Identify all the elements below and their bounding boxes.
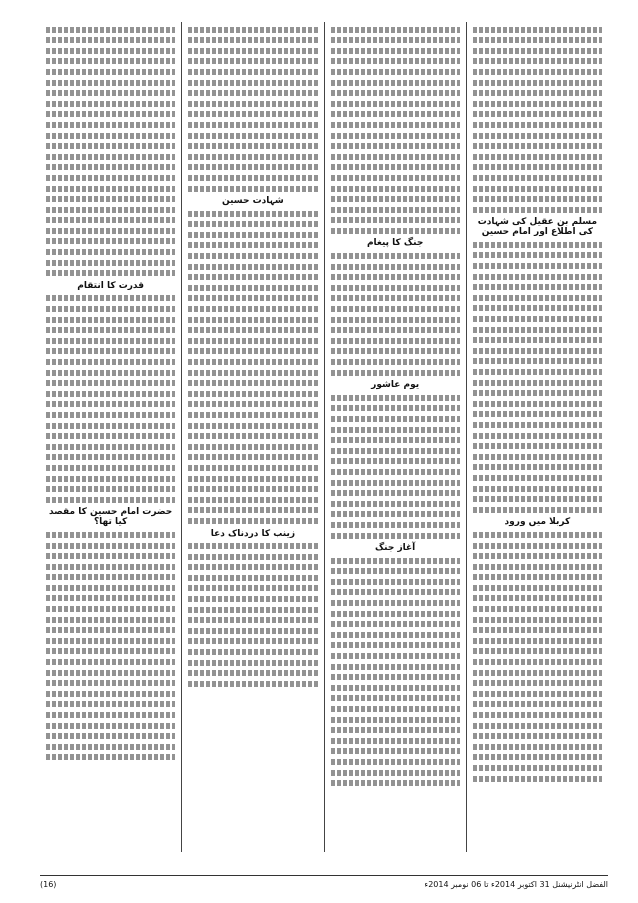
text-line [46,553,175,559]
text-line [188,497,317,503]
text-line [473,284,602,290]
text-line [188,306,317,312]
text-line [473,242,602,248]
text-line [188,186,317,192]
text-line [473,295,602,301]
text-line [331,458,460,464]
text-line [473,648,602,654]
text-line [331,427,460,433]
text-line [188,164,317,170]
text-line [188,348,317,354]
text-line [188,101,317,107]
text-line [473,111,602,117]
text-line [188,401,317,407]
text-line [46,133,175,139]
text-line [46,90,175,96]
text-line [331,674,460,680]
text-line [473,186,602,192]
text-line [46,143,175,149]
text-line [188,564,317,570]
text-line [331,589,460,595]
text-line [331,717,460,723]
text-line [473,327,602,333]
text-line [46,543,175,549]
text-line [331,27,460,33]
article-columns [40,22,608,852]
text-line [188,433,317,439]
text-line [473,305,602,311]
text-line [331,175,460,181]
text-line [188,554,317,560]
text-line [46,627,175,633]
text-line [473,58,602,64]
text-line [46,164,175,170]
text-line [331,448,460,454]
text-line [188,242,317,248]
text-line [473,263,602,269]
text-line [331,285,460,291]
text-line [331,264,460,270]
text-line [46,338,175,344]
text-line [46,270,175,276]
text-line [473,532,602,538]
text-line [331,759,460,765]
text-line [188,423,317,429]
text-line [46,595,175,601]
text-line [46,423,175,429]
text-line [331,295,460,301]
text-line [331,780,460,786]
text-line [473,723,602,729]
text-line [331,770,460,776]
column-1 [466,22,608,852]
text-line [331,48,460,54]
text-line [331,164,460,170]
text-line [46,744,175,750]
text-line [331,253,460,259]
page-footer [40,875,608,889]
text-line [331,306,460,312]
text-line [331,522,460,528]
text-line [188,628,317,634]
text-line [331,469,460,475]
text-line [188,486,317,492]
text-line [188,338,317,344]
text-line [331,511,460,517]
text-line [46,380,175,386]
text-line [46,401,175,407]
text-line [46,217,175,223]
text-line [188,359,317,365]
text-line [331,695,460,701]
text-line [331,685,460,691]
text-line [188,122,317,128]
section-heading: یوم عاشور [371,380,420,391]
text-line [46,359,175,365]
text-line [46,391,175,397]
text-line [473,422,602,428]
text-line [331,154,460,160]
text-line [331,80,460,86]
text-line [188,681,317,687]
text-line [46,412,175,418]
text-line [473,433,602,439]
text-line [473,90,602,96]
text-line [473,659,602,665]
text-line [188,454,317,460]
text-line [331,632,460,638]
text-line [188,253,317,259]
text-line [188,465,317,471]
text-line [331,101,460,107]
text-line [331,706,460,712]
text-line [188,111,317,117]
text-line [473,401,602,407]
text-line [46,733,175,739]
text-line [473,274,602,280]
text-line [46,238,175,244]
text-line [473,48,602,54]
text-line [188,264,317,270]
text-line [473,543,602,549]
text-line [473,27,602,33]
text-line [188,295,317,301]
text-line [473,133,602,139]
text-line [188,596,317,602]
text-line [188,660,317,666]
text-line [473,196,602,202]
text-line [331,133,460,139]
text-line [473,553,602,559]
text-line [473,606,602,612]
text-line [46,465,175,471]
text-line [473,744,602,750]
text-line [473,486,602,492]
text-line [473,337,602,343]
text-line [46,80,175,86]
text-line [473,680,602,686]
text-line [46,532,175,538]
text-line [188,391,317,397]
text-line [188,274,317,280]
text-line [331,186,460,192]
text-line [331,642,460,648]
text-line [46,723,175,729]
text-line [473,101,602,107]
text-line [473,207,602,213]
text-line [46,37,175,43]
text-line [331,568,460,574]
section-heading: زینب کا دردناک دعا [210,528,296,539]
text-line [331,727,460,733]
text-line [46,111,175,117]
section-heading: جنگ کا پیغام [366,238,424,249]
text-line [46,186,175,192]
text-line [46,101,175,107]
text-line [46,154,175,160]
text-line [473,574,602,580]
text-line [473,252,602,258]
text-line [473,143,602,149]
text-line [46,754,175,760]
text-line [331,90,460,96]
text-line [331,490,460,496]
text-line [188,412,317,418]
text-line [188,380,317,386]
text-line [46,348,175,354]
text-line [473,691,602,697]
text-line [331,327,460,333]
text-line [188,518,317,524]
text-line [331,217,460,223]
text-line [473,37,602,43]
text-line [331,207,460,213]
text-line [46,317,175,323]
text-line [331,748,460,754]
text-line [473,585,602,591]
text-line [188,638,317,644]
text-line [188,133,317,139]
text-line [46,606,175,612]
text-line [46,574,175,580]
text-line [188,285,317,291]
text-line [473,80,602,86]
text-line [331,437,460,443]
text-line [331,621,460,627]
text-line [473,765,602,771]
text-line [331,122,460,128]
text-line [473,369,602,375]
text-line [188,37,317,43]
text-line [46,648,175,654]
text-line [473,348,602,354]
text-line [188,232,317,238]
text-line [46,585,175,591]
text-line [473,564,602,570]
text-line [188,649,317,655]
text-line [188,27,317,33]
text-line [331,653,460,659]
column-3 [181,22,323,852]
text-line [46,670,175,676]
text-line [331,196,460,202]
text-line [473,701,602,707]
text-line [188,670,317,676]
text-line [46,196,175,202]
text-line [331,501,460,507]
text-line [473,175,602,181]
text-line [46,207,175,213]
text-line [473,507,602,513]
text-line [46,691,175,697]
text-line [188,317,317,323]
text-line [473,475,602,481]
text-line [188,476,317,482]
text-line [473,712,602,718]
text-line [46,476,175,482]
text-line [331,69,460,75]
text-line [188,175,317,181]
text-line [331,611,460,617]
text-line [331,664,460,670]
text-line [46,249,175,255]
text-line [473,464,602,470]
section-heading: مسلم بن عقیل کی شہادت کی اطلاع اور امام حسین [477,217,598,238]
text-line [46,444,175,450]
text-line [473,380,602,386]
text-line [188,444,317,450]
text-line [473,164,602,170]
text-line [46,58,175,64]
text-line [331,228,460,234]
text-line [473,390,602,396]
text-line [188,507,317,513]
text-line [331,274,460,280]
text-line [46,306,175,312]
text-line [46,680,175,686]
text-line [331,58,460,64]
text-line [473,122,602,128]
text-line [46,564,175,570]
text-line [331,359,460,365]
section-heading: قدرت کا انتقام [77,280,145,291]
text-line [188,90,317,96]
text-line [46,486,175,492]
text-line [331,600,460,606]
text-line [46,327,175,333]
text-line [188,221,317,227]
text-line [331,348,460,354]
section-heading: آغاز جنگ [374,543,416,554]
text-line [473,754,602,760]
text-line [188,143,317,149]
text-line [188,575,317,581]
page-number: (16) [40,880,57,889]
text-line [473,411,602,417]
section-heading: شہادت حسین [222,196,284,207]
text-line [473,316,602,322]
text-line [473,617,602,623]
text-line [188,48,317,54]
text-line [188,154,317,160]
text-line [188,80,317,86]
text-line [473,443,602,449]
section-heading: حضرت امام حسین کا مقصد کیا تھا؟ [48,507,173,528]
text-line [188,327,317,333]
text-line [46,228,175,234]
text-line [331,37,460,43]
text-line [46,370,175,376]
text-line [188,617,317,623]
text-line [331,370,460,376]
text-line [331,395,460,401]
text-line [473,454,602,460]
text-line [188,69,317,75]
text-line [331,317,460,323]
text-line [46,27,175,33]
text-line [331,338,460,344]
text-line [331,533,460,539]
masthead-date: الفضل انٹرنیشنل 31 اکتوبر 2014ء تا 06 نومبر 2014ء [424,880,608,889]
text-line [46,701,175,707]
text-line [46,659,175,665]
text-line [473,638,602,644]
text-line [473,496,602,502]
text-line [331,579,460,585]
text-line [473,595,602,601]
text-line [331,111,460,117]
text-line [331,405,460,411]
text-line [46,260,175,266]
text-line [46,617,175,623]
text-line [188,607,317,613]
text-line [473,733,602,739]
text-line [331,480,460,486]
text-line [473,358,602,364]
text-line [46,497,175,503]
text-line [188,58,317,64]
text-line [46,712,175,718]
text-line [46,175,175,181]
text-line [188,211,317,217]
text-line [188,370,317,376]
text-line [188,543,317,549]
text-line [473,670,602,676]
text-line [473,69,602,75]
text-line [46,122,175,128]
text-line [331,416,460,422]
column-4 [40,22,181,852]
text-line [46,295,175,301]
text-line [473,154,602,160]
text-line [46,433,175,439]
text-line [473,776,602,782]
text-line [473,627,602,633]
text-line [331,143,460,149]
text-line [46,48,175,54]
text-line [46,454,175,460]
text-line [188,585,317,591]
column-2 [324,22,466,852]
text-line [331,738,460,744]
text-line [331,558,460,564]
text-line [46,638,175,644]
text-line [46,69,175,75]
section-heading: کربلا میں ورود [504,517,571,528]
